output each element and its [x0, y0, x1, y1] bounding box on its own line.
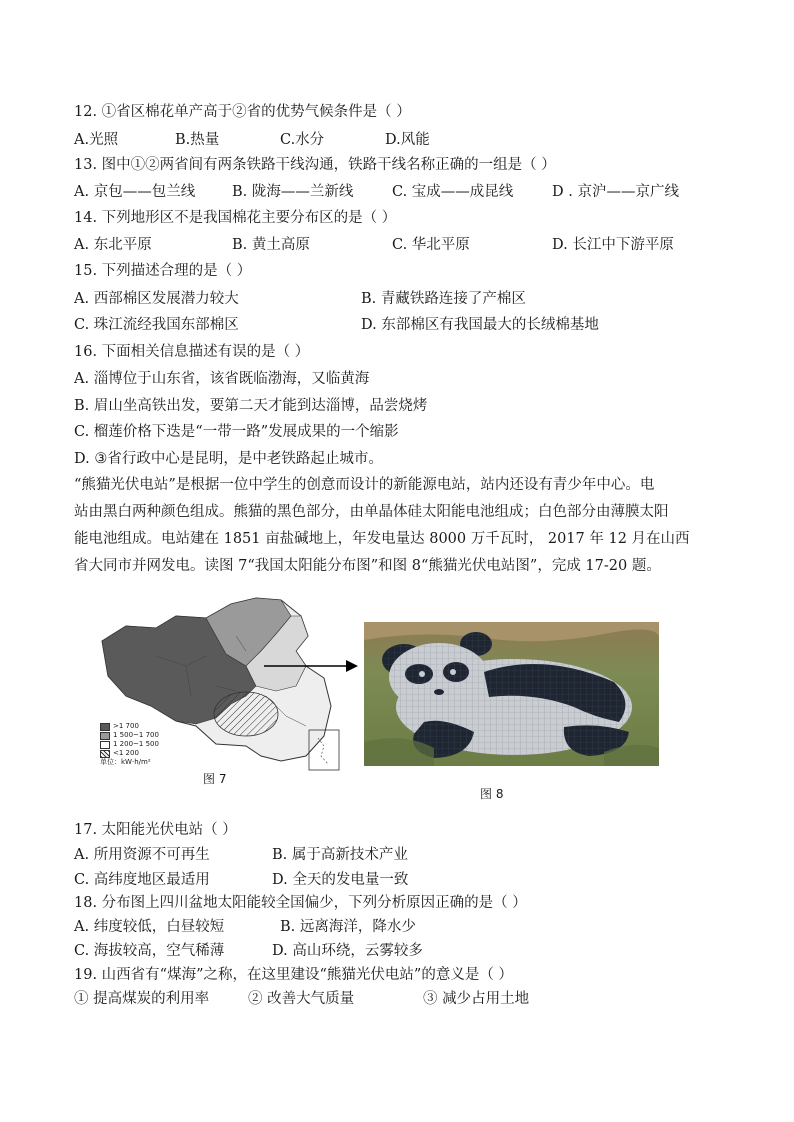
q16-option-c: C. 榴莲价格下迭是“一带一路”发展成果的一个缩影	[74, 424, 399, 440]
figure8-caption: 图 8	[480, 787, 504, 801]
q18-option-a: A. 纬度较低，白昼较短	[74, 919, 225, 935]
q18-option-c: C. 海拔较高，空气稀薄	[74, 943, 225, 959]
q12-option-a: A.光照	[74, 132, 119, 148]
passage-line-2: 站由黑白两种颜色组成。熊猫的黑色部分，由单晶体硅太阳能电池组成；白色部分由薄膜太阳	[74, 504, 669, 520]
q16-option-a: A. 淄博位于山东省，该省既临渤海，又临黄海	[74, 371, 370, 387]
q13-stem: 13. 图中①②两省间有两条铁路干线沟通，铁路干线名称正确的一组是（ ）	[74, 157, 556, 173]
q18-option-b: B. 远离海洋，降水少	[280, 919, 416, 935]
legend-item-3: 1 200~1 500	[113, 740, 159, 748]
q12-option-d: D.风能	[385, 132, 430, 148]
q19-item-3: ③ 减少占用土地	[423, 991, 530, 1007]
q19-item-2: ② 改善大气质量	[248, 991, 355, 1007]
q16-option-d: D. ③省行政中心是昆明，是中老铁路起止城市。	[74, 451, 383, 467]
q14-option-a: A. 东北平原	[74, 237, 152, 253]
q18-stem: 18. 分布图上四川盆地太阳能较全国偏少，下列分析原因正确的是（ ）	[74, 895, 527, 911]
q15-option-a: A. 西部棉区发展潜力较大	[74, 291, 239, 307]
panda-solar-station-photo	[364, 622, 659, 766]
q19-stem: 19. 山西省有“煤海”之称，在这里建设“熊猫光伏电站”的意义是（ ）	[74, 967, 513, 983]
q17-option-b: B. 属于高新技术产业	[272, 847, 408, 863]
q13-option-b: B. 陇海——兰新线	[232, 184, 354, 200]
figure7-caption: 图 7	[203, 772, 227, 786]
q19-item-1: ① 提高煤炭的利用率	[74, 991, 210, 1007]
q15-option-d: D. 东部棉区有我国最大的长绒棉基地	[361, 317, 599, 333]
reading-passage	[74, 472, 724, 580]
q17-option-c: C. 高纬度地区最适用	[74, 872, 210, 888]
legend-item-2: 1 500~1 700	[113, 731, 159, 739]
q14-option-d: D. 长江中下游平原	[552, 237, 674, 253]
q12-stem: 12. ①省区棉花单产高于②省的优势气候条件是（ ）	[74, 104, 411, 120]
legend-item-4: <1 200	[113, 749, 139, 757]
q13-option-a: A. 京包——包兰线	[74, 184, 196, 200]
q16-stem: 16. 下面相关信息描述有误的是（ ）	[74, 344, 310, 360]
q16-option-b: B. 眉山坐高铁出发，要第二天才能到达淄博，品尝烧烤	[74, 398, 428, 414]
q14-option-b: B. 黄土高原	[232, 237, 310, 253]
q13-option-c: C. 宝成——成昆线	[392, 184, 514, 200]
q17-stem: 17. 太阳能光伏电站（ ）	[74, 822, 237, 838]
passage-line-3: 能电池组成。电站建在 1851 亩盐碱地上，年发电量达 8000 万千瓦时， 2017 年 12 月在山西	[74, 531, 690, 547]
q14-stem: 14. 下列地形区不是我国棉花主要分布区的是（ ）	[74, 210, 397, 226]
passage-line-1: “熊猫光伏电站”是根据一位中学生的创意而设计的新能源电站，站内还设有青少年中心。电	[74, 477, 655, 493]
q13-option-d: D . 京沪——京广线	[552, 184, 679, 200]
q12-option-c: C.水分	[280, 132, 325, 148]
q15-option-b: B. 青藏铁路连接了产棉区	[361, 291, 526, 307]
q18-option-d: D. 高山环绕，云雾较多	[272, 943, 423, 959]
map-legend	[100, 722, 159, 767]
q15-stem: 15. 下列描述合理的是（ ）	[74, 263, 252, 279]
legend-unit: 单位：kW·h/m²	[100, 758, 151, 766]
passage-line-4: 省大同市并网发电。读图 7“我国太阳能分布图”和图 8“熊猫光伏电站图”，完成 17-20 题。	[74, 558, 661, 574]
q14-option-c: C. 华北平原	[392, 237, 470, 253]
q17-option-d: D. 全天的发电量一致	[272, 872, 409, 888]
legend-item-1: >1 700	[113, 722, 139, 730]
q17-option-a: A. 所用资源不可再生	[74, 847, 210, 863]
q15-option-c: C. 珠江流经我国东部棉区	[74, 317, 239, 333]
q12-option-b: B.热量	[175, 132, 220, 148]
